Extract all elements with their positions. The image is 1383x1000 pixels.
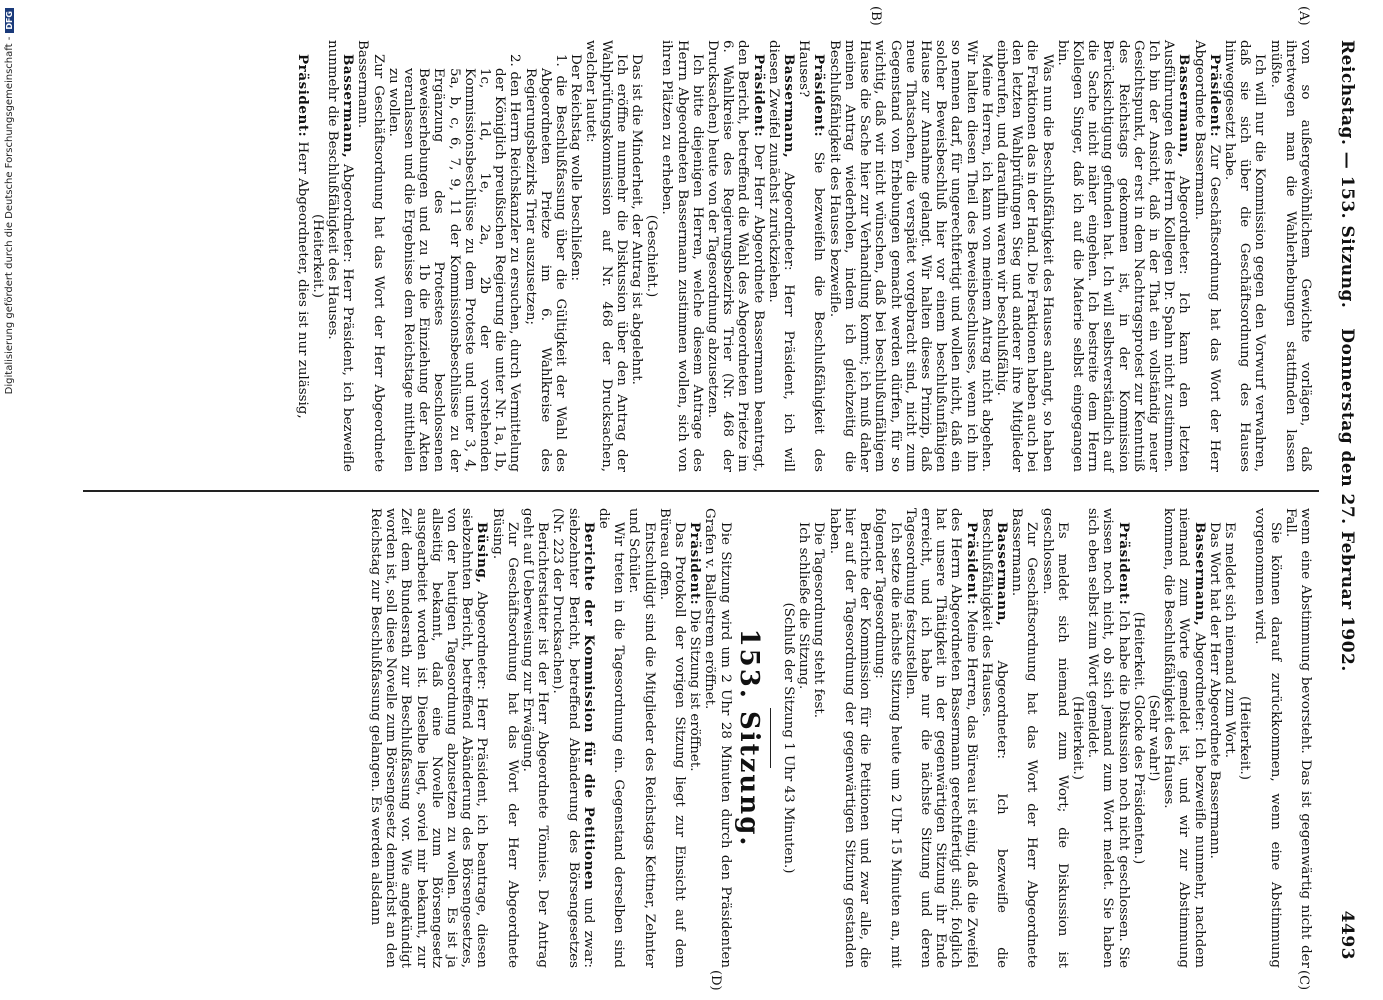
paragraph-text: Ich habe die Diskussion noch nicht geschlossen. Sie wissen noch nicht, ob sich jemand zum Wort meldet. Sie haben sich eben selbst zum Wort gemeldet. [1085,508,1131,968]
paragraph-text: Der Reichstag wolle beschließen: [568,54,584,282]
paragraph [520,508,550,968]
paragraph-text: Ich will nur die Kommission gegen den Vorwurf verwahren, daß sie sich über die Geschäftsordnung des Hauses hinweggesetzt habe. [1221,40,1268,472]
paragraph [1267,40,1313,472]
paragraph-text: Es meldet sich niemand zum Wort. [1221,522,1237,759]
paragraph-text: Die Sitzung ist eröffnet. [687,605,703,772]
paragraph-text: Ich schließe die Sitzung. [796,522,812,690]
paragraph-text: Abgeordneter: Herr Präsident, ich beantrage, diesen siebzehnten Bericht, betreffend Abänderung des Börsengesetzes, von der heutigen Tagesordnung abzusetzen zu wollen. Es ist ja allseitig bekannt, daß eine Novelle zum Börsengesetz ausgearbeitet worden ist. Dieselbe liegt, soviel mir bekannt, zur Zeit dem Bundesrath zur Beschlußfassung vor. Wie angekündigt worden ist, soll diese Novelle zum Börsengesetz demnächst an den Reichstag zur Beschlußfassung gelangen. Es werden alsdann [368,508,490,968]
paragraph-text: 1. die Beschlußfassung über die Gültigkeit der Wahl des Abgeordneten Prietze im 6. Wahlkreise des Regierungsbezirks Trier auszusetzen; [522,54,569,472]
paragraph [1237,508,1252,968]
paragraph-text: Berichte der Kommission für die Petitionen und zwar alle, die hier auf der Tagesordnung der gegenwärtigen Sitzung gestanden haben. [826,508,873,968]
paragraph-text: wenn eine Abstimmung bevorsteht. Das ist gegenwärtig nicht der Fall. [1282,508,1313,968]
paragraph [596,508,626,968]
paragraph-text: Der Herr Abgeordnete Bassermann beantragt, den Bericht, betreffend die Wahl des Abgeordneten Prietze im 6. Wahlkreise des Regierungsbezirks Trier (Nr. 468 der Drucksachen) heute von der Tagesordnung abzusetzen. [705,40,766,472]
paragraph-text: (Sehr wahr!) [1145,694,1161,782]
paragraph [1055,40,1192,472]
paragraph [583,40,629,472]
speaker-name: Bassermann, [781,54,798,159]
rotated-page-content [43,0,1383,1000]
paragraph-text: Meine Herren, ich kann von meinem Antrag nicht abgehen. Wir halten diesen Theil des Beweisbeschlusses, wenn ich ihn so nennen darf, für ungerechtfertigt und wollen nicht, daß ein solcher Beweisbeschluß hier vor einem beschlußunfähigen Hause zur Annahme gelangt. Wir halten dieses Prinzip, daß neue Thatsachen, die verspätet vorgebracht sind, nicht zum Gegenstand von Erhebungen gemacht werden dürfen, für so wichtig, daß wir nicht wünschen, daß bei beschlußunfähigem Hause die Sache hier zur Verhandlung kommt; ich muß daher meinen Antrag wiederholen, indem ich gleichzeitig die Beschlußfähigkeit des Hauses bezweifle. [826,40,994,472]
paragraph [872,508,902,968]
section-separator [770,708,771,768]
paragraph-text: Zur Geschäftsordnung hat das Wort der Herr Abgeordnete Bassermann. [1009,508,1040,968]
paragraph [522,40,568,472]
paragraph-text: (Geschieht.) [644,214,660,298]
section-title: 153. Sitzung. [733,628,764,848]
right-column-upper [781,508,1313,968]
header-left: Reichstag. — 153. Sitzung. [1337,40,1357,309]
paragraph-text: Ich setze die nächste Sitzung heute um 2 Uhr 15 Minuten an, mit folgender Tagesordnung: [872,508,903,968]
paragraph-text: Das ist die Minderheit, der Antrag ist abgelehnt. [629,54,645,385]
paragraph-text: Berichterstatter ist der Herr Abgeordnete Tönnies. Der Antrag geht auf Ueberweisung zur Erwägung. [520,508,551,968]
paragraph-text: Ich bitte diejenigen Herren, welche diesem Antrage des Herrn Abgeordneten Bassermann zustimmen wollen, sich von ihren Plätzen zu erheben. [659,40,705,472]
paragraph [644,40,659,472]
paragraph [657,508,687,968]
paragraph-text: von so außergewöhnlichem Gewichte vorlägen, daß ihretwegen man die Wahlerhebungen stattfinden lassen müßte. [1267,40,1313,472]
paragraph-text: Abgeordneter: Herr Präsident, ich bezweifle nunmehr die Beschlußfähigkeit des Hauses. [325,40,356,472]
paragraph-text: Sie können darauf zurückkommen, wenn eine Abstimmung vorgenommen wird. [1252,508,1283,968]
paragraph [705,40,766,472]
paragraph-text: Was nun die Beschlußfähigkeit des Hauses anlangt, so haben die Fraktionen das in der Hand. Die Fraktionen haben auch bei den letzten Wahlprüfungen Sieg und anderer ihre Mitglieder einberufen, und daraufhin waren wir beschlußfähig. [993,40,1055,472]
paragraph [827,508,873,968]
paragraph [568,40,583,472]
paragraph-text: (Schluß der Sitzung 1 Uhr 43 Minuten.) [781,602,797,874]
paragraph [1009,508,1039,968]
paragraph [1222,508,1237,968]
speaker-name: Bassermann, [993,522,1010,627]
paragraph [550,508,596,968]
left-column [294,40,1313,472]
paragraph [659,40,705,472]
speaker-name: Berichte der Kommission für die Petitionen [580,522,597,891]
paragraph [903,508,979,968]
paragraph [629,40,644,472]
digitization-sidebar [2,10,16,995]
paragraph-text: Zur Geschäftsordnung hat das Wort der Herr Abgeordnete Büsing. [489,508,520,968]
paragraph-text: Abgeordneter: Herr Präsident, ich will diesen Zweifel zunächst zurückziehen. [765,40,797,472]
paragraph [796,40,826,472]
column-divider [83,490,1319,492]
paragraph-text: (Heiterkeit.) [309,214,325,298]
paragraph [489,508,519,968]
paragraph-text: 2. den Herrn Reichskanzler zu ersuchen, durch Vermittelung der Königlich preußischen Regierung die unter Nr. 1a, 1b, 1c, 1d, 1e, 2a, 2b der vorstehenden Kommissionsbeschlüsse zu dem Proteste und unter 3, 4, 5a, b, c, 6, 7, 9, 11 der Kommissionsbeschlüsse zu der Ergänzung des Protestes beschlossenen Beweiserhebungen und zu 1b die Einziehung der Akten veranlassen und die Ergebnisse dem Reichstage mittheilen zu wollen. [385,54,523,472]
right-column [368,508,1313,968]
paragraph [1085,508,1131,968]
paragraph-text: Sie bezweifeln die Beschlußfähigkeit des Hauses? [796,40,827,472]
margin-marker-d: (D) [708,970,723,991]
margin-marker-c: (C) [1296,970,1311,991]
paragraph [781,508,796,968]
paragraph [1161,508,1207,968]
paragraph [796,508,811,968]
paragraph [294,40,309,472]
paragraph [1131,508,1146,968]
paragraph-text: Zur Geschäftsordnung hat das Wort der Herr Abgeordnete Bassermann. [355,40,386,472]
page-number: 4493 [1337,910,1357,960]
paragraph [1222,40,1268,472]
paragraph-text: (Heiterkeit.) [1237,696,1253,780]
paragraph [386,40,523,472]
paragraph-text: Es meldet sich niemand zum Wort; die Diskussion ist geschlossen. [1039,508,1070,968]
speaker-name: Bassermann, [1191,522,1208,627]
paragraph [979,508,1009,968]
paragraph-text: Wir treten in die Tagesordnung ein. Gegenstand derselben sind die [596,508,627,968]
paragraph [1252,508,1282,968]
speaker-name: Büsing, [474,522,491,584]
paragraph [368,508,490,968]
paragraph-text: Abgeordneter: Ich bezweifle die Beschlußfähigkeit des Hauses. [978,508,1009,968]
paragraph-text: (Heiterkeit.) [1069,696,1085,780]
speaker-name: Präsident: [1115,522,1132,606]
header-date: Donnerstag den 27. Februar 1902. [1337,328,1357,672]
paragraph-text: Das Wort hat der Herr Abgeordnete Bassermann. [1206,522,1222,859]
paragraph-text: Abgeordneter: Ich kann den letzten Ausführungen des Herrn Kollegen Dr. Spahn nicht zustimmen. Ich bin der Ansicht, daß in der That ein vollständig neuer Gesichtspunkt, der erst in dem Nachtragsprotest zur Kenntniß des Reichstags gekommen ist, in der Kommission Berücksichtigung gefunden hat. Ich will selbstverständlich auf die Sache nicht näher eingehen. Ich bestreite dem Herrn Kollegen Singer, daß ich auf die Materie selbst eingegangen bin. [1054,40,1192,472]
paragraph [355,40,385,472]
margin-marker-a: (A) [1296,6,1311,26]
paragraph-text: (Heiterkeit. Glocke des Präsidenten.) [1130,611,1146,865]
speaker-name: Präsident: [811,54,828,138]
paragraph [687,508,702,968]
paragraph [626,508,656,968]
paragraph-text: und zwar: siebzehnter Bericht, betreffend Abänderung des Börsengesetzes (Nr. 223 der Drucksachen). [550,508,596,968]
paragraph-text: Abgeordneter: Ich bezweifle nunmehr, nachdem niemand zum Worte gemeldet ist, und wir zur Abstimmung kommen, die Beschlußfähigkeit des Hauses. [1161,508,1207,968]
paragraph [1283,508,1313,968]
paragraph [1146,508,1161,968]
paragraph [702,508,732,968]
paragraph [310,40,325,472]
speaker-name: Bassermann, [340,54,357,159]
speaker-name: Präsident: [750,54,767,138]
dfg-logo: DFG [5,8,14,33]
paragraph-text: Entschuldigt sind die Mitglieder des Reichstags Kettner, Zehnter und Schüler. [626,508,657,968]
page-header [1323,40,1363,960]
paragraph-text: Zur Geschäftsordnung hat das Wort der Herr Abgeordnete Bassermann. [1191,40,1222,472]
paragraph [994,40,1055,472]
digitization-note: Digitalisierung gefördert durch die Deutsche Forschungsgemeinschaft -DFG [4,8,15,983]
paragraph-text: Die Sitzung wird um 2 Uhr 28 Minuten durch den Präsidenten Grafen v. Ballestrem eröffnet. [702,508,733,968]
paragraph [1039,508,1069,968]
right-column-lower [368,508,733,968]
paragraph [1070,508,1085,968]
paragraph-text: Ich eröffne nunmehr die Diskussion über den Antrag der Wahlprüfungskommission auf Nr. 468 der Drucksachen, welcher lautet: [583,40,629,472]
paragraph-text: Die Tagesordnung steht fest. [811,522,827,719]
margin-marker-b: (B) [868,6,883,26]
paragraph-text: Das Protokoll der vorigen Sitzung liegt zur Einsicht auf dem Büreau offen. [656,508,688,968]
paragraph [811,508,826,968]
paragraph [1207,508,1222,968]
paragraph-text: Meine Herren, das Büreau ist einig, daß die Zweifel des Herrn Abgeordneten Bassermann gerechtfertigt sind; folglich hat unsere Thätigkeit in der gegenwärtigen Sitzung ihr Ende erreicht, und ich habe nur die nächste Sitzung und deren Tagesordnung festzustellen. [902,508,979,968]
paragraph [766,40,796,472]
speaker-name: Präsident: [963,522,980,606]
speaker-name: Präsident: [294,54,311,138]
paragraph-text: Herr Abgeordneter, dies ist nur zulässig, [294,137,310,419]
speaker-name: Präsident: [1206,54,1223,138]
paragraph [325,40,355,472]
paragraph [1191,40,1221,472]
speaker-name: Bassermann, [1176,54,1193,159]
speaker-name: Präsident: [687,522,704,606]
paragraph [827,40,994,472]
